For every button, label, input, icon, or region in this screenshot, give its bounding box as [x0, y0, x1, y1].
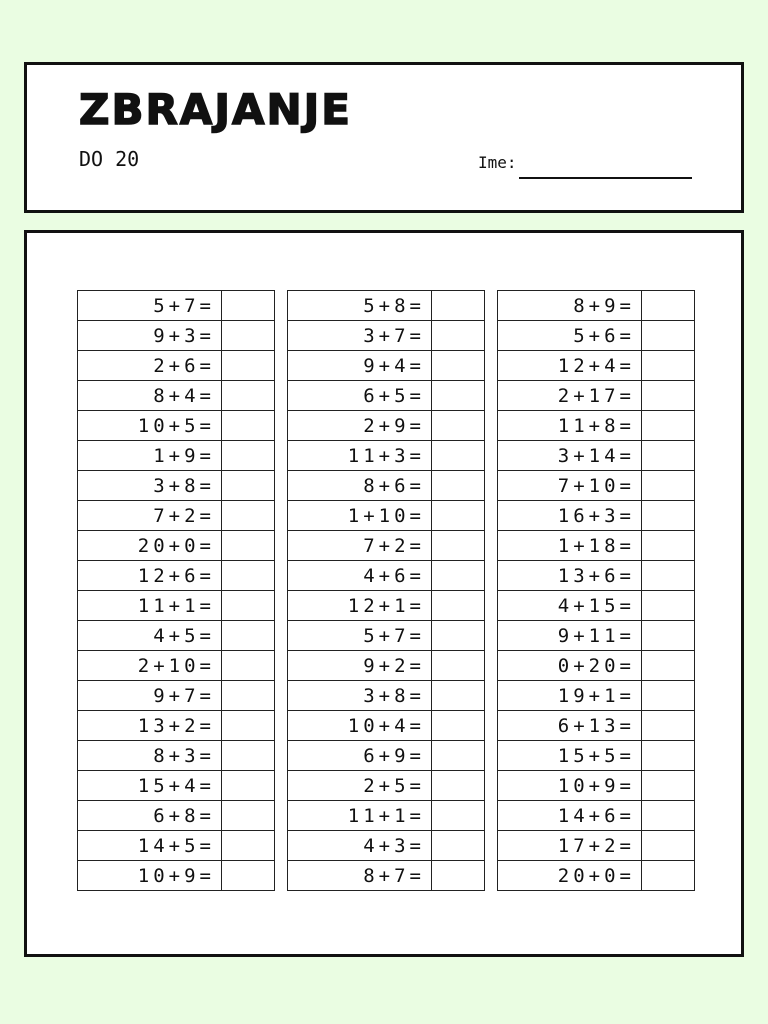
equation-text: 2+6= — [78, 351, 222, 381]
exercise-row — [288, 561, 485, 591]
exercise-row — [78, 411, 275, 441]
exercise-row — [78, 321, 275, 351]
answer-cell[interactable] — [222, 441, 275, 471]
equation-text: 3+8= — [78, 471, 222, 501]
equation-text: 2+17= — [498, 381, 642, 411]
exercise-row — [288, 501, 485, 531]
exercise-row — [78, 531, 275, 561]
exercise-row — [498, 621, 695, 651]
exercise-row — [498, 321, 695, 351]
exercise-row — [498, 651, 695, 681]
answer-cell[interactable] — [642, 471, 695, 501]
exercise-row — [498, 351, 695, 381]
exercise-row — [78, 591, 275, 621]
exercise-row — [78, 441, 275, 471]
exercise-row — [288, 741, 485, 771]
answer-cell[interactable] — [642, 831, 695, 861]
exercise-column-3 — [497, 290, 695, 891]
equation-text: 9+3= — [78, 321, 222, 351]
answer-cell[interactable] — [642, 561, 695, 591]
answer-cell[interactable] — [642, 651, 695, 681]
answer-cell[interactable] — [222, 501, 275, 531]
answer-cell[interactable] — [222, 381, 275, 411]
exercise-row — [288, 531, 485, 561]
answer-cell[interactable] — [432, 291, 485, 321]
equation-text: 2+5= — [288, 771, 432, 801]
answer-cell[interactable] — [222, 711, 275, 741]
exercise-row — [288, 471, 485, 501]
exercise-row — [288, 771, 485, 801]
equation-text: 10+9= — [78, 861, 222, 891]
equation-text: 13+2= — [78, 711, 222, 741]
answer-cell[interactable] — [432, 591, 485, 621]
exercise-row — [288, 801, 485, 831]
exercise-row — [288, 651, 485, 681]
equation-text: 5+8= — [288, 291, 432, 321]
equation-text: 7+2= — [288, 531, 432, 561]
answer-cell[interactable] — [222, 321, 275, 351]
exercise-column-2 — [287, 290, 485, 891]
equation-text: 1+9= — [78, 441, 222, 471]
answer-cell[interactable] — [222, 471, 275, 501]
exercise-row — [288, 441, 485, 471]
equation-text: 19+1= — [498, 681, 642, 711]
name-field[interactable] — [478, 155, 692, 171]
equation-text: 12+1= — [288, 591, 432, 621]
exercise-row — [288, 861, 485, 891]
exercise-row — [498, 831, 695, 861]
exercise-row — [288, 321, 485, 351]
exercise-table — [287, 290, 485, 891]
answer-cell[interactable] — [432, 861, 485, 891]
equation-text: 5+6= — [498, 321, 642, 351]
exercise-row — [288, 621, 485, 651]
equation-text: 10+5= — [78, 411, 222, 441]
answer-cell[interactable] — [432, 321, 485, 351]
answer-cell[interactable] — [222, 651, 275, 681]
equation-text: 8+4= — [78, 381, 222, 411]
answer-cell[interactable] — [222, 801, 275, 831]
answer-cell[interactable] — [432, 831, 485, 861]
equation-text: 11+8= — [498, 411, 642, 441]
exercise-row — [288, 711, 485, 741]
exercise-row — [498, 591, 695, 621]
answer-cell[interactable] — [432, 411, 485, 441]
exercise-row — [78, 711, 275, 741]
exercise-row — [288, 411, 485, 441]
answer-cell[interactable] — [432, 681, 485, 711]
answer-cell[interactable] — [432, 651, 485, 681]
equation-text: 6+9= — [288, 741, 432, 771]
equation-text: 3+7= — [288, 321, 432, 351]
equation-text: 20+0= — [78, 531, 222, 561]
exercise-row — [288, 291, 485, 321]
header-box — [24, 62, 744, 213]
equation-text: 10+9= — [498, 771, 642, 801]
exercise-row — [498, 381, 695, 411]
exercise-row — [498, 801, 695, 831]
answer-cell[interactable] — [432, 471, 485, 501]
answer-cell[interactable] — [222, 681, 275, 711]
exercise-table — [77, 290, 275, 891]
exercise-row — [498, 411, 695, 441]
exercise-row — [498, 561, 695, 591]
equation-text: 3+14= — [498, 441, 642, 471]
exercise-row — [498, 861, 695, 891]
exercise-row — [498, 681, 695, 711]
equation-text: 11+1= — [78, 591, 222, 621]
exercise-table — [497, 290, 695, 891]
answer-cell[interactable] — [432, 501, 485, 531]
equation-text: 9+11= — [498, 621, 642, 651]
answer-cell[interactable] — [432, 531, 485, 561]
name-line[interactable] — [519, 177, 692, 179]
exercise-row — [288, 591, 485, 621]
answer-cell[interactable] — [642, 711, 695, 741]
answer-cell[interactable] — [642, 291, 695, 321]
answer-cell[interactable] — [432, 741, 485, 771]
exercise-row — [78, 831, 275, 861]
exercise-row — [498, 291, 695, 321]
answer-cell[interactable] — [642, 531, 695, 561]
equation-text: 9+4= — [288, 351, 432, 381]
equation-text: 14+5= — [78, 831, 222, 861]
worksheet-subtitle: DO 20 — [79, 147, 140, 171]
exercise-row — [288, 351, 485, 381]
equation-text: 13+6= — [498, 561, 642, 591]
equation-text: 20+0= — [498, 861, 642, 891]
equation-text: 11+3= — [288, 441, 432, 471]
exercise-row — [78, 351, 275, 381]
equation-text: 4+6= — [288, 561, 432, 591]
exercise-row — [498, 741, 695, 771]
answer-cell[interactable] — [642, 621, 695, 651]
exercise-row — [288, 681, 485, 711]
equation-text: 7+2= — [78, 501, 222, 531]
exercise-row — [288, 831, 485, 861]
equation-text: 12+6= — [78, 561, 222, 591]
equation-text: 6+13= — [498, 711, 642, 741]
answer-cell[interactable] — [222, 831, 275, 861]
equation-text: 15+4= — [78, 771, 222, 801]
answer-cell[interactable] — [642, 441, 695, 471]
answer-cell[interactable] — [222, 411, 275, 441]
answer-cell[interactable] — [222, 591, 275, 621]
equation-text: 7+10= — [498, 471, 642, 501]
answer-cell[interactable] — [642, 411, 695, 441]
equation-text: 17+2= — [498, 831, 642, 861]
equation-text: 6+8= — [78, 801, 222, 831]
answer-cell[interactable] — [432, 561, 485, 591]
exercise-row — [78, 381, 275, 411]
exercise-row — [78, 651, 275, 681]
answer-cell[interactable] — [432, 711, 485, 741]
answer-cell[interactable] — [222, 621, 275, 651]
equation-text: 8+9= — [498, 291, 642, 321]
equation-text: 9+2= — [288, 651, 432, 681]
answer-cell[interactable] — [432, 441, 485, 471]
answer-cell[interactable] — [432, 621, 485, 651]
equation-text: 6+5= — [288, 381, 432, 411]
answer-cell[interactable] — [222, 741, 275, 771]
worksheet-title: ZBRAJANJE — [79, 85, 352, 134]
exercise-row — [498, 471, 695, 501]
answer-cell[interactable] — [432, 351, 485, 381]
answer-cell[interactable] — [642, 771, 695, 801]
exercise-row — [78, 771, 275, 801]
name-label: Ime: — [478, 153, 517, 172]
equation-text: 10+4= — [288, 711, 432, 741]
exercise-box — [24, 230, 744, 957]
equation-text: 3+8= — [288, 681, 432, 711]
equation-text: 8+3= — [78, 741, 222, 771]
equation-text: 9+7= — [78, 681, 222, 711]
exercise-row — [288, 381, 485, 411]
answer-cell[interactable] — [642, 681, 695, 711]
equation-text: 14+6= — [498, 801, 642, 831]
equation-text: 11+1= — [288, 801, 432, 831]
exercise-row — [78, 741, 275, 771]
answer-cell[interactable] — [222, 561, 275, 591]
answer-cell[interactable] — [642, 861, 695, 891]
exercise-row — [78, 471, 275, 501]
equation-text: 15+5= — [498, 741, 642, 771]
exercise-row — [498, 501, 695, 531]
exercise-row — [78, 861, 275, 891]
equation-text: 5+7= — [78, 291, 222, 321]
exercise-row — [498, 441, 695, 471]
equation-text: 2+9= — [288, 411, 432, 441]
equation-text: 2+10= — [78, 651, 222, 681]
equation-text: 16+3= — [498, 501, 642, 531]
exercise-column-1 — [77, 290, 275, 891]
answer-cell[interactable] — [222, 771, 275, 801]
exercise-row — [498, 771, 695, 801]
answer-cell[interactable] — [222, 351, 275, 381]
exercise-row — [78, 561, 275, 591]
answer-cell[interactable] — [642, 381, 695, 411]
equation-text: 4+5= — [78, 621, 222, 651]
answer-cell[interactable] — [432, 771, 485, 801]
exercise-row — [78, 621, 275, 651]
answer-cell[interactable] — [642, 351, 695, 381]
answer-cell[interactable] — [432, 381, 485, 411]
exercise-row — [498, 711, 695, 741]
equation-text: 4+3= — [288, 831, 432, 861]
equation-text: 8+7= — [288, 861, 432, 891]
equation-text: 8+6= — [288, 471, 432, 501]
equation-text: 0+20= — [498, 651, 642, 681]
answer-cell[interactable] — [222, 861, 275, 891]
answer-cell[interactable] — [222, 531, 275, 561]
answer-cell[interactable] — [642, 741, 695, 771]
exercise-row — [78, 291, 275, 321]
answer-cell[interactable] — [642, 801, 695, 831]
exercise-row — [498, 531, 695, 561]
exercise-row — [78, 681, 275, 711]
answer-cell[interactable] — [222, 291, 275, 321]
equation-text: 1+18= — [498, 531, 642, 561]
exercise-row — [78, 801, 275, 831]
answer-cell[interactable] — [642, 321, 695, 351]
equation-text: 12+4= — [498, 351, 642, 381]
equation-text: 4+15= — [498, 591, 642, 621]
answer-cell[interactable] — [432, 801, 485, 831]
equation-text: 1+10= — [288, 501, 432, 531]
answer-cell[interactable] — [642, 501, 695, 531]
exercise-row — [78, 501, 275, 531]
answer-cell[interactable] — [642, 591, 695, 621]
equation-text: 5+7= — [288, 621, 432, 651]
